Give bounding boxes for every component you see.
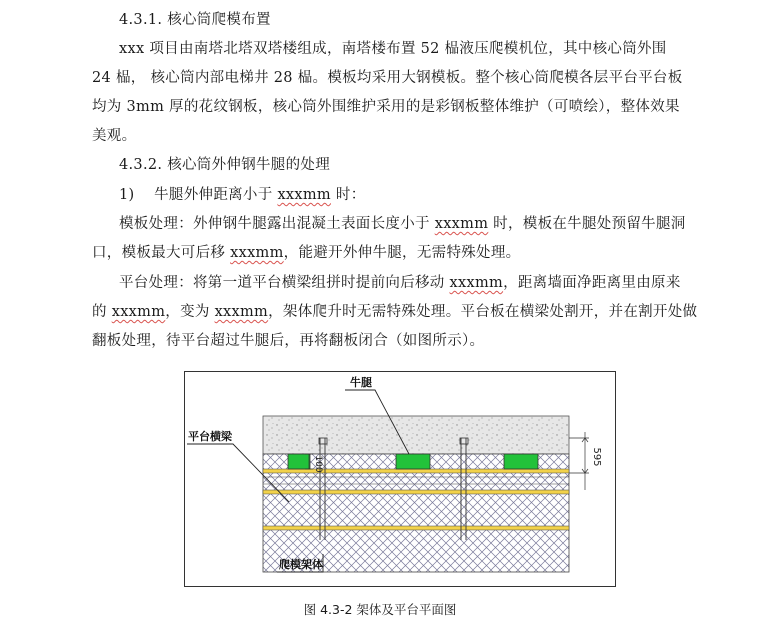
- frame-label: 爬模架体: [279, 558, 323, 571]
- spellcheck-mark: xxxmm: [214, 304, 269, 320]
- text-run: 平台处理：将第一道平台横梁组拼时提前向后移动: [119, 275, 450, 291]
- corbel-block: [396, 454, 430, 469]
- paragraph-line: [119, 212, 686, 233]
- list-item: [119, 183, 366, 204]
- text-run: ，能避开外伸牛腿，无需特殊处理。: [283, 245, 521, 261]
- text-run: ，架体爬升时无需特殊处理。平台板在横梁处割开，并在割开处做: [268, 304, 698, 320]
- corbel-block: [504, 454, 538, 469]
- section-heading-4-3-2: 4.3.2. 核心筒外伸钢牛腿的处理: [119, 157, 331, 173]
- beam-label: 平台横梁: [188, 430, 232, 443]
- paragraph-line: 美观。: [92, 128, 137, 144]
- spellcheck-mark: xxxmm: [277, 187, 331, 203]
- platform-beam: [263, 469, 569, 473]
- list-item-text: 牛腿外伸距离小于: [154, 187, 278, 203]
- section-heading-4-3-1: 4.3.1. 核心筒爬模布置: [119, 12, 271, 28]
- spellcheck-mark: xxxmm: [434, 216, 489, 232]
- dimension-right-label: 595: [591, 447, 602, 467]
- platform-beam: [263, 490, 569, 494]
- corbel-block: [288, 454, 310, 469]
- text-run: ，变为: [165, 304, 215, 320]
- spellcheck-mark: xxxmm: [449, 275, 504, 291]
- spellcheck-mark: xxxmm: [230, 245, 284, 261]
- paragraph-line: 24 榀， 核心筒内部电梯井 28 榀。模板均采用大钢模板。整个核心筒爬模各层平台平台板: [92, 70, 683, 86]
- list-item-number: 1): [119, 187, 135, 203]
- text-run: 时，模板在牛腿处预留牛腿洞: [488, 216, 686, 232]
- paragraph-line: [92, 300, 697, 321]
- dimension-right: [569, 432, 589, 490]
- paragraph-line: 均为 3mm 厚的花纹钢板，核心筒外围维护采用的是彩钢板整体维护（可喷绘），整体效果: [92, 99, 680, 115]
- figure-drawing: [185, 372, 615, 586]
- figure-caption: 图 4.3-2 架体及平台平面图: [303, 602, 457, 617]
- spellcheck-mark: xxxmm: [111, 304, 166, 320]
- text-run: ，距离墙面净距离里由原来: [503, 275, 681, 291]
- list-item-text: 时：: [330, 187, 366, 203]
- dimension-left-label: 100: [313, 455, 323, 473]
- text-run: 模板处理：外伸钢牛腿露出混凝土表面长度小于: [119, 216, 435, 232]
- corbel-label: 牛腿: [350, 376, 372, 389]
- text-run: 口，模板最大可后移: [92, 245, 231, 261]
- platform-plan-figure: [184, 371, 616, 587]
- paragraph-line: xxx 项目由南塔北塔双塔楼组成，南塔楼布置 52 榀液压爬模机位，其中核心筒外围: [119, 41, 667, 57]
- concrete-wall: [263, 416, 569, 454]
- platform-beam: [263, 526, 569, 530]
- paragraph-line: 翻板处理，待平台超过牛腿后，再将翻板闭合（如图所示）。: [92, 333, 485, 349]
- paragraph-line: [119, 271, 681, 292]
- paragraph-line: [92, 241, 520, 262]
- text-run: 的: [92, 304, 112, 320]
